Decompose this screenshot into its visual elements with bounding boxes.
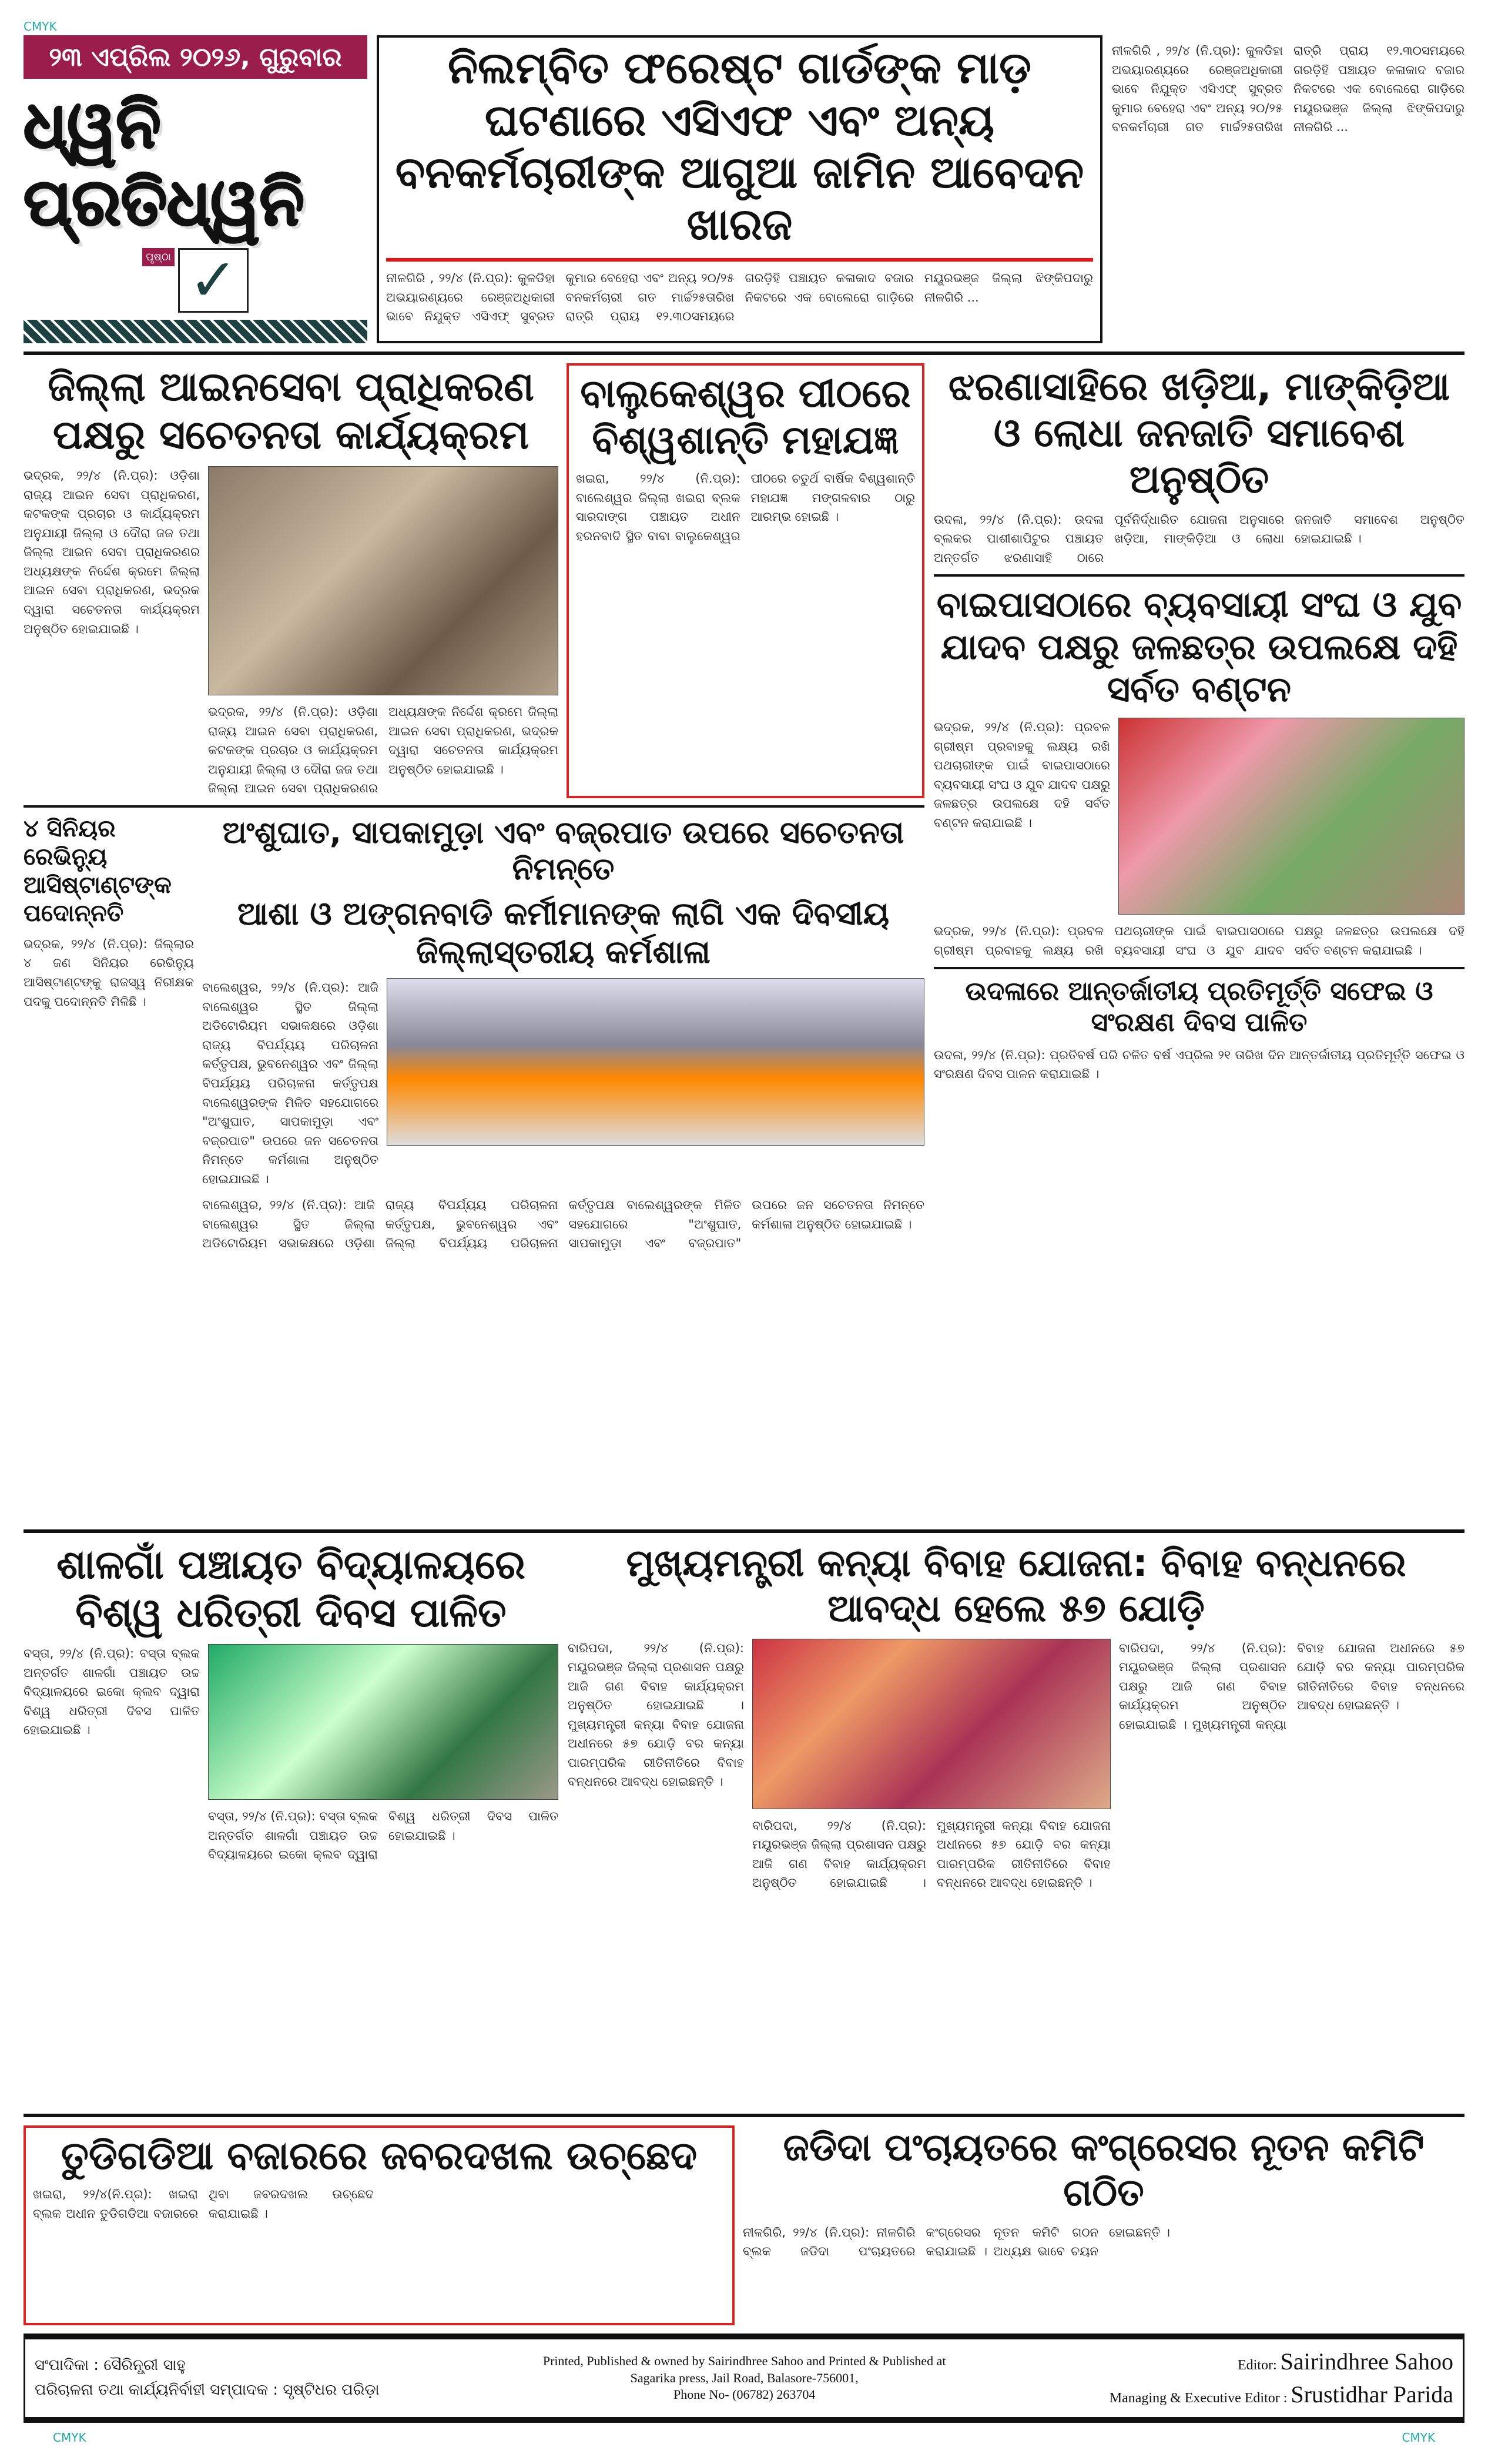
headline: ଆଶା ଓ ଅଙ୍ଗନବାଡି କର୍ମୀମାନଙ୍କ ଲାଗି ଏକ ଦିବସୀୟ ଜିଲ୍ଲାସ୍ତରୀୟ କର୍ମଶାଳା xyxy=(237,895,890,970)
story-right xyxy=(208,1644,558,1864)
article-body: ଭଦ୍ରକ, ୨୨/୪ (ନି.ପ୍ର): ଓଡ଼ିଶା ରାଜ୍ୟ ଆଇନ ସେବା ପ୍ରାଧିକରଣ, କଟକଙ୍କ ପ୍ରଚାର ଓ କାର୍ଯ୍ୟକ୍ରମ ଅନୁଯାୟୀ ଜିଲ୍ଲା ଓ ଦୌରା ଜଜ ତଥା ଜିଲ୍ଲା ଆଇନ ସେବା ପ୍ରାଧିକରଣର ଅଧ୍ୟକ୍ଷଙ୍କ ନିର୍ଦ୍ଦେଶ କ୍ରମେ ଜିଲ୍ଲା ଆଇନ ସେବା ପ୍ରାଧିକରଣ, ଭଦ୍ରକ ଦ୍ୱାରା ସଚେତନତା କାର୍ଯ୍ୟକ୍ରମ ଅନୁଷ୍ଠିତ ହୋଇଯାଇଛି । xyxy=(24,468,200,636)
imprint-line: Sagarika press, Jail Road, Balasore-756001, xyxy=(630,2370,859,2385)
left-block xyxy=(24,363,924,1521)
editor-odia: ସଂପାଦିକା : ସୈରିନ୍ଧ୍ରୀ ସାହୁ xyxy=(35,2356,186,2375)
article-body: ଉଦଳା, ୨୨/୪ (ନି.ପ୍ର): ଉଦଳା ବ୍ଲକର ପାଶୀଶାପିଟୁର ପଞ୍ଚାୟତ ଅନ୍ତର୍ଗତ ଝରଣାସାହି ଠାରେ ପୂର୍ବନିର୍ଦ୍ଧାରିତ ଯୋଜନା ଅନୁସାରେ ଖଡ଼ିଆ, ମାଙ୍କିଡ଼ିଆ ଓ ଲୋଧା ଜନଜାତି ସମାବେଶ ଅନୁଷ୍ଠିତ ହୋଇଯାଇଛି । xyxy=(934,512,1464,565)
headline: ଉଦଳାରେ ଆନ୍ତର୍ଜାତୀୟ ପ୍ରତିମୂର୍ତ୍ତି ସଫେଇ ଓ ସଂରକ୍ଷଣ ଦିବସ ପାଳିତ xyxy=(965,976,1433,1038)
article-body: ଭଦ୍ରକ, ୨୨/୪ (ନି.ପ୍ର): ପ୍ରବଳ ଗ୍ରୀଷ୍ମ ପ୍ରବାହକୁ ଲକ୍ଷ୍ୟ ରଖି ପଥଚାରୀଙ୍କ ପାଇଁ ବାଇପାସଠାରେ ବ୍ୟବସାୟୀ ସଂଘ ଓ ଯୁବ ଯାଦବ ପକ୍ଷରୁ ଜଳଛତ୍ର ଉପଲକ୍ଷେ ଦହି ସର୍ବତ ବଣ୍ଟନ କରାଯାଇଛି । xyxy=(934,720,1110,830)
third-row xyxy=(24,1541,1464,2117)
article-body-continued: ବାରିପଦା, ୨୨/୪ (ନି.ପ୍ର): ମୟୂରଭଞ୍ଜ ଜିଲ୍ଲା ପ୍ରଶାସନ ପକ୍ଷରୁ ଆଜି ଗଣ ବିବାହ କାର୍ଯ୍ୟକ୍ରମ ଅନୁଷ୍ଠିତ ହୋଇଯାଇଛି । ମୁଖ୍ୟମନ୍ତ୍ରୀ କନ୍ୟା ବିବାହ ଯୋଜନା ଅଧୀନରେ ୫୭ ଯୋଡ଼ି ବର କନ୍ୟା ପାରମ୍ପରିକ ରୀତିନୀତିରେ ବିବାହ ବନ୍ଧନରେ ଆବଦ୍ଧ ହୋଇଛନ୍ତି । xyxy=(1119,1641,1464,1732)
article-body: ଭଦ୍ରକ, ୨୨/୪ (ନି.ପ୍ର): ଜିଲ୍ଲାର ୪ ଜଣ ସିନିୟର ରେଭିନ୍ୟୁ ଆସିଷ୍ଟାଣ୍ଟଙ୍କୁ ରାଜସ୍ୱ ନିରୀକ୍ଷକ ପଦକୁ ପଦୋନ୍ନତି ମିଳିଛି । xyxy=(24,936,194,1009)
imprint-line: Phone No- (06782) 263704 xyxy=(673,2387,816,2402)
article-body: ଉଦଳା, ୨୨/୪ (ନି.ପ୍ର): ପ୍ରତିବର୍ଷ ପରି ଚଳିତ ବର୍ଷ ଏପ୍ରିଲ ୨୧ ତାରିଖ ଦିନ ଆନ୍ତର୍ଜାତୀୟ ପ୍ରତିମୂର୍ତ୍ତି ସଫେଇ ଓ ସଂରକ୍ଷଣ ଦିବସ ପାଳନ କରାଯାଇଛି । xyxy=(934,1047,1464,1082)
headline: ୪ ସିନିୟର ରେଭିନ୍ୟୁ ଆସିଷ୍ଟାଣ୍ଟଙ୍କ ପଦୋନ୍ନତି xyxy=(24,815,172,927)
legal-aid-story xyxy=(24,363,558,798)
imprint-line: Printed, Published & owned by Sairindhree Sahoo and Printed & Published at xyxy=(542,2353,946,2369)
issue-date: ୨୩ ଏପ୍ରିଲ ୨୦୨୬, ଗୁରୁବାର xyxy=(24,35,367,79)
congress-story xyxy=(743,2125,1464,2325)
fourth-row xyxy=(24,2125,1464,2325)
story-middle xyxy=(752,1639,1111,1893)
upper-stories xyxy=(24,363,924,798)
photo-legal-aid xyxy=(208,466,558,695)
photo-workshop xyxy=(387,978,924,1146)
editor-label: Editor: xyxy=(1237,2358,1277,2373)
article-body: ବାରିପଦା, ୨୨/୪ (ନି.ପ୍ର): ମୟୂରଭଞ୍ଜ ଜିଲ୍ଲା ପ୍ରଶାସନ ପକ୍ଷରୁ ଆଜି ଗଣ ବିବାହ କାର୍ଯ୍ୟକ୍ରମ ଅନୁଷ୍ଠିତ ହୋଇଯାଇଛି । ମୁଖ୍ୟମନ୍ତ୍ରୀ କନ୍ୟା ବିବାହ ଯୋଜନା ଅଧୀନରେ ୫୭ ଯୋଡ଼ି ବର କନ୍ୟା ପାରମ୍ପରିକ ରୀତିନୀତିରେ ବିବାହ ବନ୍ଧନରେ ଆବଦ୍ଧ ହୋଇଛନ୍ତି । xyxy=(568,1641,744,1789)
story-content xyxy=(202,978,924,1189)
headline: ଜିଲ୍ଲା ଆଇନସେବା ପ୍ରାଧିକରଣ ପକ୍ଷରୁ ସଚେତନତା କାର୍ଯ୍ୟକ୍ରମ xyxy=(48,364,534,458)
cmyk-mark: CMYK xyxy=(1402,2430,1435,2445)
yagna-story xyxy=(567,363,924,798)
newspaper-logo: ଧ୍ୱନି ପ୍ରତିଧ୍ୱନି xyxy=(24,87,304,240)
headline: ବାଇପାସଠାରେ ବ୍ୟବସାୟୀ ସଂଘ ଓ ଯୁବ ଯାଦବ ପକ୍ଷରୁ ଜଳଛତ୍ର ଉପଲକ୍ଷେ ଦହି ସର୍ବତ ବଣ୍ଟନ xyxy=(936,584,1462,711)
earth-day-story xyxy=(24,1541,558,2105)
headline: ଝରଣାସାହିରେ ଖଡ଼ିଆ, ମାଙ୍କିଡ଼ିଆ ଓ ଲୋଧା ଜନଜାତି ସମାବେଶ ଅନୁଷ୍ଠିତ xyxy=(948,364,1450,503)
workshop-story xyxy=(202,815,924,1253)
article-body: ନୀଳଗିରି , ୨୨/୪ (ନି.ପ୍ର): କୁଳଡିହା ଅଭୟାରଣ୍ୟରେ ରେଞ୍ଜଅଧିକାରୀ ଭାବେ ନିଯୁକ୍ତ ଏସିଏଫ୍ ସୁବ୍ରତ କୁମାର ବେହେରା ଏବଂ ଅନ୍ୟ ୨୦/୨୫ ବନକର୍ମଚାରୀ ଗତ ମାର୍ଚ୍ଚ୨୫ତାରିଖ ରାତ୍ରି ପ୍ରାୟ ୧୨.୩୦ସମୟରେ ଗରଡ଼ିହି ପଞ୍ଚାୟତ କଳାକାଦ ବଜାର ନିକଟରେ ଏକ ବୋଲେରୋ ଗାଡ଼ିରେ ମୟୂରଭଞ୍ଜ ଜିଲ୍ଲା ଝିଙ୍କିପଦାରୁ ନୀଳଗିରି ... xyxy=(386,271,1093,324)
manager-name: Srustidhar Parida xyxy=(1291,2381,1453,2408)
kicker: ଅଂଶୁଘାତ, ସାପକାମୁଡ଼ା ଏବଂ ବଜ୍ରପାତ ଉପରେ ସଚେତନତା ନିମନ୍ତେ xyxy=(222,815,904,888)
story-content xyxy=(24,466,558,798)
article-body-continued: ବାରିପଦା, ୨୨/୪ (ନି.ପ୍ର): ମୟୂରଭଞ୍ଜ ଜିଲ୍ଲା ପ୍ରଶାସନ ପକ୍ଷରୁ ଆଜି ଗଣ ବିବାହ କାର୍ଯ୍ୟକ୍ରମ ଅନୁଷ୍ଠିତ ହୋଇଯାଇଛି । ମୁଖ୍ୟମନ୍ତ୍ରୀ କନ୍ୟା ବିବାହ ଯୋଜନା ଅଧୀନରେ ୫୭ ଯୋଡ଼ି ବର କନ୍ୟା ପାରମ୍ପରିକ ରୀତିନୀତିରେ ବିବାହ ବନ୍ଧନରେ ଆବଦ୍ଧ ହୋଇଛନ୍ତି । xyxy=(752,1818,1111,1890)
story-content xyxy=(568,1639,1464,1893)
cmyk-mark: CMYK xyxy=(53,2430,86,2445)
story-content xyxy=(24,1644,558,1864)
divider xyxy=(934,967,1464,969)
headline: ଶାଳଗାଁ ପଞ୍ଚାୟତ ବିଦ୍ୟାଳୟରେ ବିଶ୍ୱ ଧରିତ୍ରୀ ଦିବସ ପାଳିତ xyxy=(56,1542,525,1636)
top-story xyxy=(377,35,1102,343)
story-right xyxy=(208,466,558,798)
headline: ନିଲମ୍ବିତ ଫରେଷ୍ଟ ଗାର୍ଡଙ୍କ ମାଡ଼ ଘଟଣାରେ ଏସିଏଫ ଏବଂ ଅନ୍ୟ ବନକର୍ମଚାରୀଙ୍କ ଆଗୁଆ ଜାମିନ ଆବେଦନ ଖାରଜ xyxy=(395,43,1084,250)
right-block xyxy=(934,363,1464,1521)
photo-earth-day xyxy=(208,1644,558,1800)
top-row xyxy=(24,35,1464,355)
article-body-continued: ବାଲେଶ୍ୱର, ୨୨/୪ (ନି.ପ୍ର): ଆଜି ବାଲେଶ୍ୱର ସ୍ଥିତ ଜିଲ୍ଲା ଅଡିଟୋରିୟମ ସଭାକକ୍ଷରେ ଓଡ଼ିଶା ରାଜ୍ୟ ବିପର୍ଯ୍ୟୟ ପରିଚାଳନା କର୍ତ୍ତୃପକ୍ଷ, ଭୁବନେଶ୍ୱର ଏବଂ ଜିଲ୍ଲା ବିପର୍ଯ୍ୟୟ ପରିଚାଳନା କର୍ତ୍ତୃପକ୍ଷ ବାଲେଶ୍ୱରଙ୍କ ମିଳିତ ସହଯୋଗରେ "ଅଂଶୁଘାତ, ସାପକାମୁଡ଼ା ଏବଂ ବଜ୍ରପାତ" ଉପରେ ଜନ ସଚେତନତା ନିମନ୍ତେ କର୍ମଶାଳା ଅନୁଷ୍ଠିତ ହୋଇଯାଇଛି । xyxy=(202,1198,924,1251)
headline: ଜଡିଦା ପଂଚାୟତରେ କଂଗ୍ରେସର ନୂତନ କମିଟି ଗଠିତ xyxy=(783,2126,1425,2215)
story-content xyxy=(934,718,1464,915)
article-body: ବସ୍ତା, ୨୨/୪ (ନି.ପ୍ର): ବସ୍ତା ବ୍ଲକ ଅନ୍ତର୍ଗତ ଶାଳଗାଁ ପଞ୍ଚାୟତ ଉଚ୍ଚ ବିଦ୍ୟାଳୟରେ ଇକୋ କ୍ଲବ ଦ୍ୱାରା ବିଶ୍ୱ ଧରିତ୍ରୀ ଦିବସ ପାଳିତ ହୋଇଯାଇଛି । xyxy=(24,1646,200,1737)
eviction-story xyxy=(24,2125,735,2325)
article-body: ଖଇରା, ୨୨/୪ (ନି.ପ୍ର): ବାଲେଶ୍ୱର ଜିଲ୍ଲା ଖଇରା ବ୍ଲକ ସାରଦାଙ୍ଗ ପଞ୍ଚାୟତ ଅଧୀନ ହରନବାଦି ସ୍ଥିତ ବାବା ବାଲୁକେଶ୍ୱର ପୀଠରେ ଚତୁର୍ଥ ବାର୍ଷିକ ବିଶ୍ୱଶାନ୍ତି ମହାଯଜ୍ଞ ମଙ୍ଗଳବାର ଠାରୁ ଆରମ୍ଭ ହୋଇଛି । xyxy=(576,471,915,544)
article-body: ବାଲେଶ୍ୱର, ୨୨/୪ (ନି.ପ୍ର): ଆଜି ବାଲେଶ୍ୱର ସ୍ଥିତ ଜିଲ୍ଲା ଅଡିଟୋରିୟମ ସଭାକକ୍ଷରେ ଓଡ଼ିଶା ରାଜ୍ୟ ବିପର୍ଯ୍ୟୟ ପରିଚାଳନା କର୍ତ୍ତୃପକ୍ଷ, ଭୁବନେଶ୍ୱର ଏବଂ ଜିଲ୍ଲା ବିପର୍ଯ୍ୟୟ ପରିଚାଳନା କର୍ତ୍ତୃପକ୍ଷ ବାଲେଶ୍ୱରଙ୍କ ମିଳିତ ସହଯୋଗରେ "ଅଂଶୁଘାତ, ସାପକାମୁଡ଼ା ଏବଂ ବଜ୍ରପାତ" ଉପରେ ଜନ ସଚେତନତା ନିମନ୍ତେ କର୍ମଶାଳା ଅନୁଷ୍ଠିତ ହୋଇଯାଇଛି । xyxy=(202,980,378,1186)
article-body-continued: ବସ୍ତା, ୨୨/୪ (ନି.ପ୍ର): ବସ୍ତା ବ୍ଲକ ଅନ୍ତର୍ଗତ ଶାଳଗାଁ ପଞ୍ଚାୟତ ଉଚ୍ଚ ବିଦ୍ୟାଳୟରେ ଇକୋ କ୍ଲବ ଦ୍ୱାରା ବିଶ୍ୱ ଧରିତ୍ରୀ ଦିବସ ପାଳିତ ହୋଇଯାଇଛି । xyxy=(208,1809,558,1862)
checkmark-icon: ✓ xyxy=(178,248,249,313)
cmyk-mark: CMYK xyxy=(24,19,57,34)
article-body: ନୀଳଗିରି, ୨୨/୪ (ନି.ପ୍ର): ନୀଳଗିରି ବ୍ଲକ ଜଡିଦା ପଂଚାୟତରେ କଂଗ୍ରେସର ନୂତନ କମିଟି ଗଠନ କରାଯାଇଛି । ଅଧ୍ୟକ୍ଷ ଭାବେ ଚୟନ ହୋଇଛନ୍ତି । xyxy=(743,2225,1170,2259)
lower-stories xyxy=(24,815,924,1253)
article-body: ଖଇରା, ୨୨/୪(ନି.ପ୍ର): ଖଇରା ବ୍ଲକ ଅଧୀନ ତୁଡିଗଡିଆ ବଜାରରେ ଥିବା ଜବରଦଖଲ ଉଚ୍ଛେଦ କରାଯାଇଛି । xyxy=(33,2187,374,2221)
promotion-story xyxy=(24,815,194,1011)
headline: ତୁଡିଗଡିଆ ବଜାରରେ ଜବରଦଖଲ ଉଚ୍ଛେଦ xyxy=(61,2133,698,2178)
headline: ବାଲୁକେଶ୍ୱର ପୀଠରେ ବିଶ୍ୱଶାନ୍ତି ମହାଯଜ୍ଞ xyxy=(580,371,911,463)
footer-imprint xyxy=(24,2334,1464,2423)
page-marker xyxy=(24,248,367,313)
photo-sarbat-distribution xyxy=(1118,718,1464,915)
print-marks xyxy=(24,2423,1464,2452)
divider xyxy=(934,574,1464,577)
page-label: ପୃଷ୍ଠା xyxy=(142,248,175,266)
article-body-continued: ଭଦ୍ରକ, ୨୨/୪ (ନି.ପ୍ର): ପ୍ରବଳ ଗ୍ରୀଷ୍ମ ପ୍ରବାହକୁ ଲକ୍ଷ୍ୟ ରଖି ପଥଚାରୀଙ୍କ ପାଇଁ ବାଇପାସଠାରେ ବ୍ୟବସାୟୀ ସଂଘ ଓ ଯୁବ ଯାଦବ ପକ୍ଷରୁ ଜଳଛତ୍ର ଉପଲକ୍ଷେ ଦହି ସର୍ବତ ବଣ୍ଟନ କରାଯାଇଛି । xyxy=(934,924,1464,958)
marriage-story xyxy=(568,1541,1464,2105)
second-row xyxy=(24,363,1464,1533)
divider xyxy=(386,258,1093,262)
diamond-border xyxy=(24,320,367,343)
headline: ମୁଖ୍ୟମନ୍ତ୍ରୀ କନ୍ୟା ବିବାହ ଯୋଜନା: ବିବାହ ବନ୍ଧନରେ ଆବଦ୍ଧ ହେଲେ ୫୭ ଯୋଡ଼ି xyxy=(626,1542,1406,1631)
manager-odia: ପରିଚାଳନା ତଥା କାର୍ଯ୍ୟନିର୍ବାହୀ ସମ୍ପାଦକ : ସୃଷ୍ଟିଧର ପରିଡ଼ା xyxy=(35,2381,380,2399)
article-body-continued: ନୀଳଗିରି , ୨୨/୪ (ନି.ପ୍ର): କୁଳଡିହା ଅଭୟାରଣ୍ୟରେ ରେଞ୍ଜଅଧିକାରୀ ଭାବେ ନିଯୁକ୍ତ ଏସିଏଫ୍ ସୁବ୍ରତ କୁମାର ବେହେରା ଏବଂ ଅନ୍ୟ ୨୦/୨୫ ବନକର୍ମଚାରୀ ଗତ ମାର୍ଚ୍ଚ୨୫ତାରିଖ ରାତ୍ରି ପ୍ରାୟ ୧୨.୩୦ସମୟରେ ଗରଡ଼ିହି ପଞ୍ଚାୟତ କଳାକାଦ ବଜାର ନିକଟରେ ଏକ ବୋଲେରୋ ଗାଡ଼ିରେ ମୟୂରଭଞ୍ଜ ଜିଲ୍ଲା ଝିଙ୍କିପଦାରୁ ନୀଳଗିରି ... xyxy=(1112,43,1464,135)
manager-label: Managing & Executive Editor : xyxy=(1109,2391,1288,2406)
photo-mass-wedding xyxy=(752,1639,1111,1809)
editor-name: Sairindhree Sahoo xyxy=(1280,2348,1453,2375)
article-body-continued: ଭଦ୍ରକ, ୨୨/୪ (ନି.ପ୍ର): ଓଡ଼ିଶା ରାଜ୍ୟ ଆଇନ ସେବା ପ୍ରାଧିକରଣ, କଟକଙ୍କ ପ୍ରଚାର ଓ କାର୍ଯ୍ୟକ୍ରମ ଅନୁଯାୟୀ ଜିଲ୍ଲା ଓ ଦୌରା ଜଜ ତଥା ଜିଲ୍ଲା ଆଇନ ସେବା ପ୍ରାଧିକରଣର ଅଧ୍ୟକ୍ଷଙ୍କ ନିର୍ଦ୍ଦେଶ କ୍ରମେ ଜିଲ୍ଲା ଆଇନ ସେବା ପ୍ରାଧିକରଣ, ଭଦ୍ରକ ଦ୍ୱାରା ସଚେତନତା କାର୍ଯ୍ୟକ୍ରମ ଅନୁଷ୍ଠିତ ହୋଇଯାଇଛି । xyxy=(208,705,558,796)
masthead xyxy=(24,35,367,343)
divider xyxy=(24,805,924,808)
